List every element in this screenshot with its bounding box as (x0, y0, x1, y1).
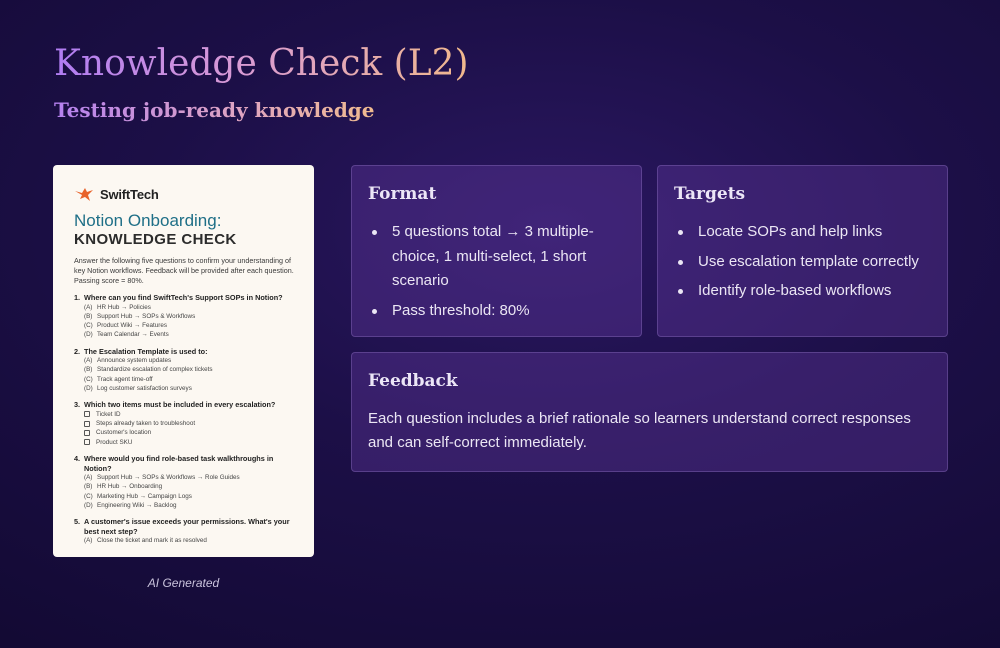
question-text: The Escalation Template is used to: (84, 346, 208, 356)
checkbox-option: Ticket ID (74, 410, 294, 419)
targets-list-item: Use escalation template correctly (674, 250, 931, 275)
question-1 (74, 293, 294, 340)
targets-list-item: Locate SOPs and help links (674, 220, 931, 245)
question-5 (74, 517, 294, 545)
question-number: 5. (74, 517, 81, 527)
answer-option: (C) Product Wiki → Features (84, 322, 167, 330)
answer-option: (A) HR Hub → Policies (84, 303, 151, 311)
question-number: 1. (74, 293, 81, 302)
answer-option: (A) Announce system updates (84, 357, 172, 365)
checkbox-option: Product SKU (74, 438, 294, 447)
targets-list (674, 220, 931, 304)
question-text: Which two items must be included in every escalation? (84, 400, 276, 410)
checkbox-icon (84, 421, 90, 427)
answer-option: (D) Team Calendar → Events (84, 331, 169, 339)
checkbox-option: Customer's location (74, 428, 294, 437)
answer-option: (D) Engineering Wiki → Backlog (84, 501, 177, 509)
answer-option: (A) Support Hub → SOPs & Workflows → Role Guides (84, 474, 240, 482)
checkbox-icon (84, 430, 90, 436)
answer-option: (B) Standardize escalation of complex tickets (84, 366, 213, 374)
answer-option: (D) Log customer satisfaction surveys (84, 385, 192, 393)
answer-option: (B) Support Hub → SOPs & Workflows (84, 312, 196, 320)
question-text: Where would you find role-based task walkthroughs in Notion? (84, 454, 274, 473)
knowledge-check-document-preview (53, 165, 314, 557)
answer-option: (B) HR Hub → Onboarding (84, 483, 163, 491)
targets-card (657, 165, 948, 337)
slide-subtitle: Testing job-ready knowledge (54, 98, 375, 122)
targets-card-title: Targets (674, 184, 746, 204)
answer-option: (C) Marketing Hub → Campaign Logs (84, 492, 192, 500)
document-intro: Answer the following five questions to confirm your understanding of key Notion workflows. Feedback will be provided after each question. Passing score = 80%. (74, 256, 294, 285)
question-number: 3. (74, 400, 81, 410)
format-list-item: Pass threshold: 80% (368, 299, 625, 324)
document-subheading: KNOWLEDGE CHECK (74, 231, 237, 248)
format-card-title: Format (368, 184, 437, 204)
checkbox-icon (84, 439, 90, 445)
format-list-item: 5 questions total → 3 multiple-choice, 1 multi-select, 1 short scenario (368, 220, 625, 294)
question-number: 2. (74, 346, 81, 356)
targets-list-item: Identify role-based workflows (674, 279, 931, 304)
question-number: 4. (74, 454, 81, 464)
checkbox-icon (84, 411, 90, 417)
feedback-text: Each question includes a brief rationale so learners understand correct responses and can self-correct immediately. (368, 410, 911, 451)
question-2 (74, 347, 294, 394)
question-text: Where can you find SwiftTech's Support SOPs in Notion? (84, 293, 283, 302)
checkbox-option: Steps already taken to troubleshoot (74, 419, 294, 428)
image-caption: AI Generated (147, 576, 220, 590)
question-3 (74, 400, 294, 447)
feedback-card (351, 352, 948, 472)
question-4 (74, 454, 294, 510)
answer-option: (C) Track agent time-off (84, 375, 153, 383)
question-text: A customer's issue exceeds your permissions. What's your best next step? (84, 517, 290, 536)
brand-header (74, 183, 294, 205)
feedback-card-title: Feedback (368, 371, 458, 391)
format-list (368, 220, 625, 323)
slide-title: Knowledge Check (L2) (54, 40, 469, 88)
brand-name: SwiftTech (100, 186, 159, 202)
format-card (351, 165, 642, 337)
document-heading: Notion Onboarding: (74, 211, 222, 230)
answer-option: (A) Close the ticket and mark it as resolved (84, 537, 207, 545)
swift-bird-logo-icon (74, 185, 94, 203)
